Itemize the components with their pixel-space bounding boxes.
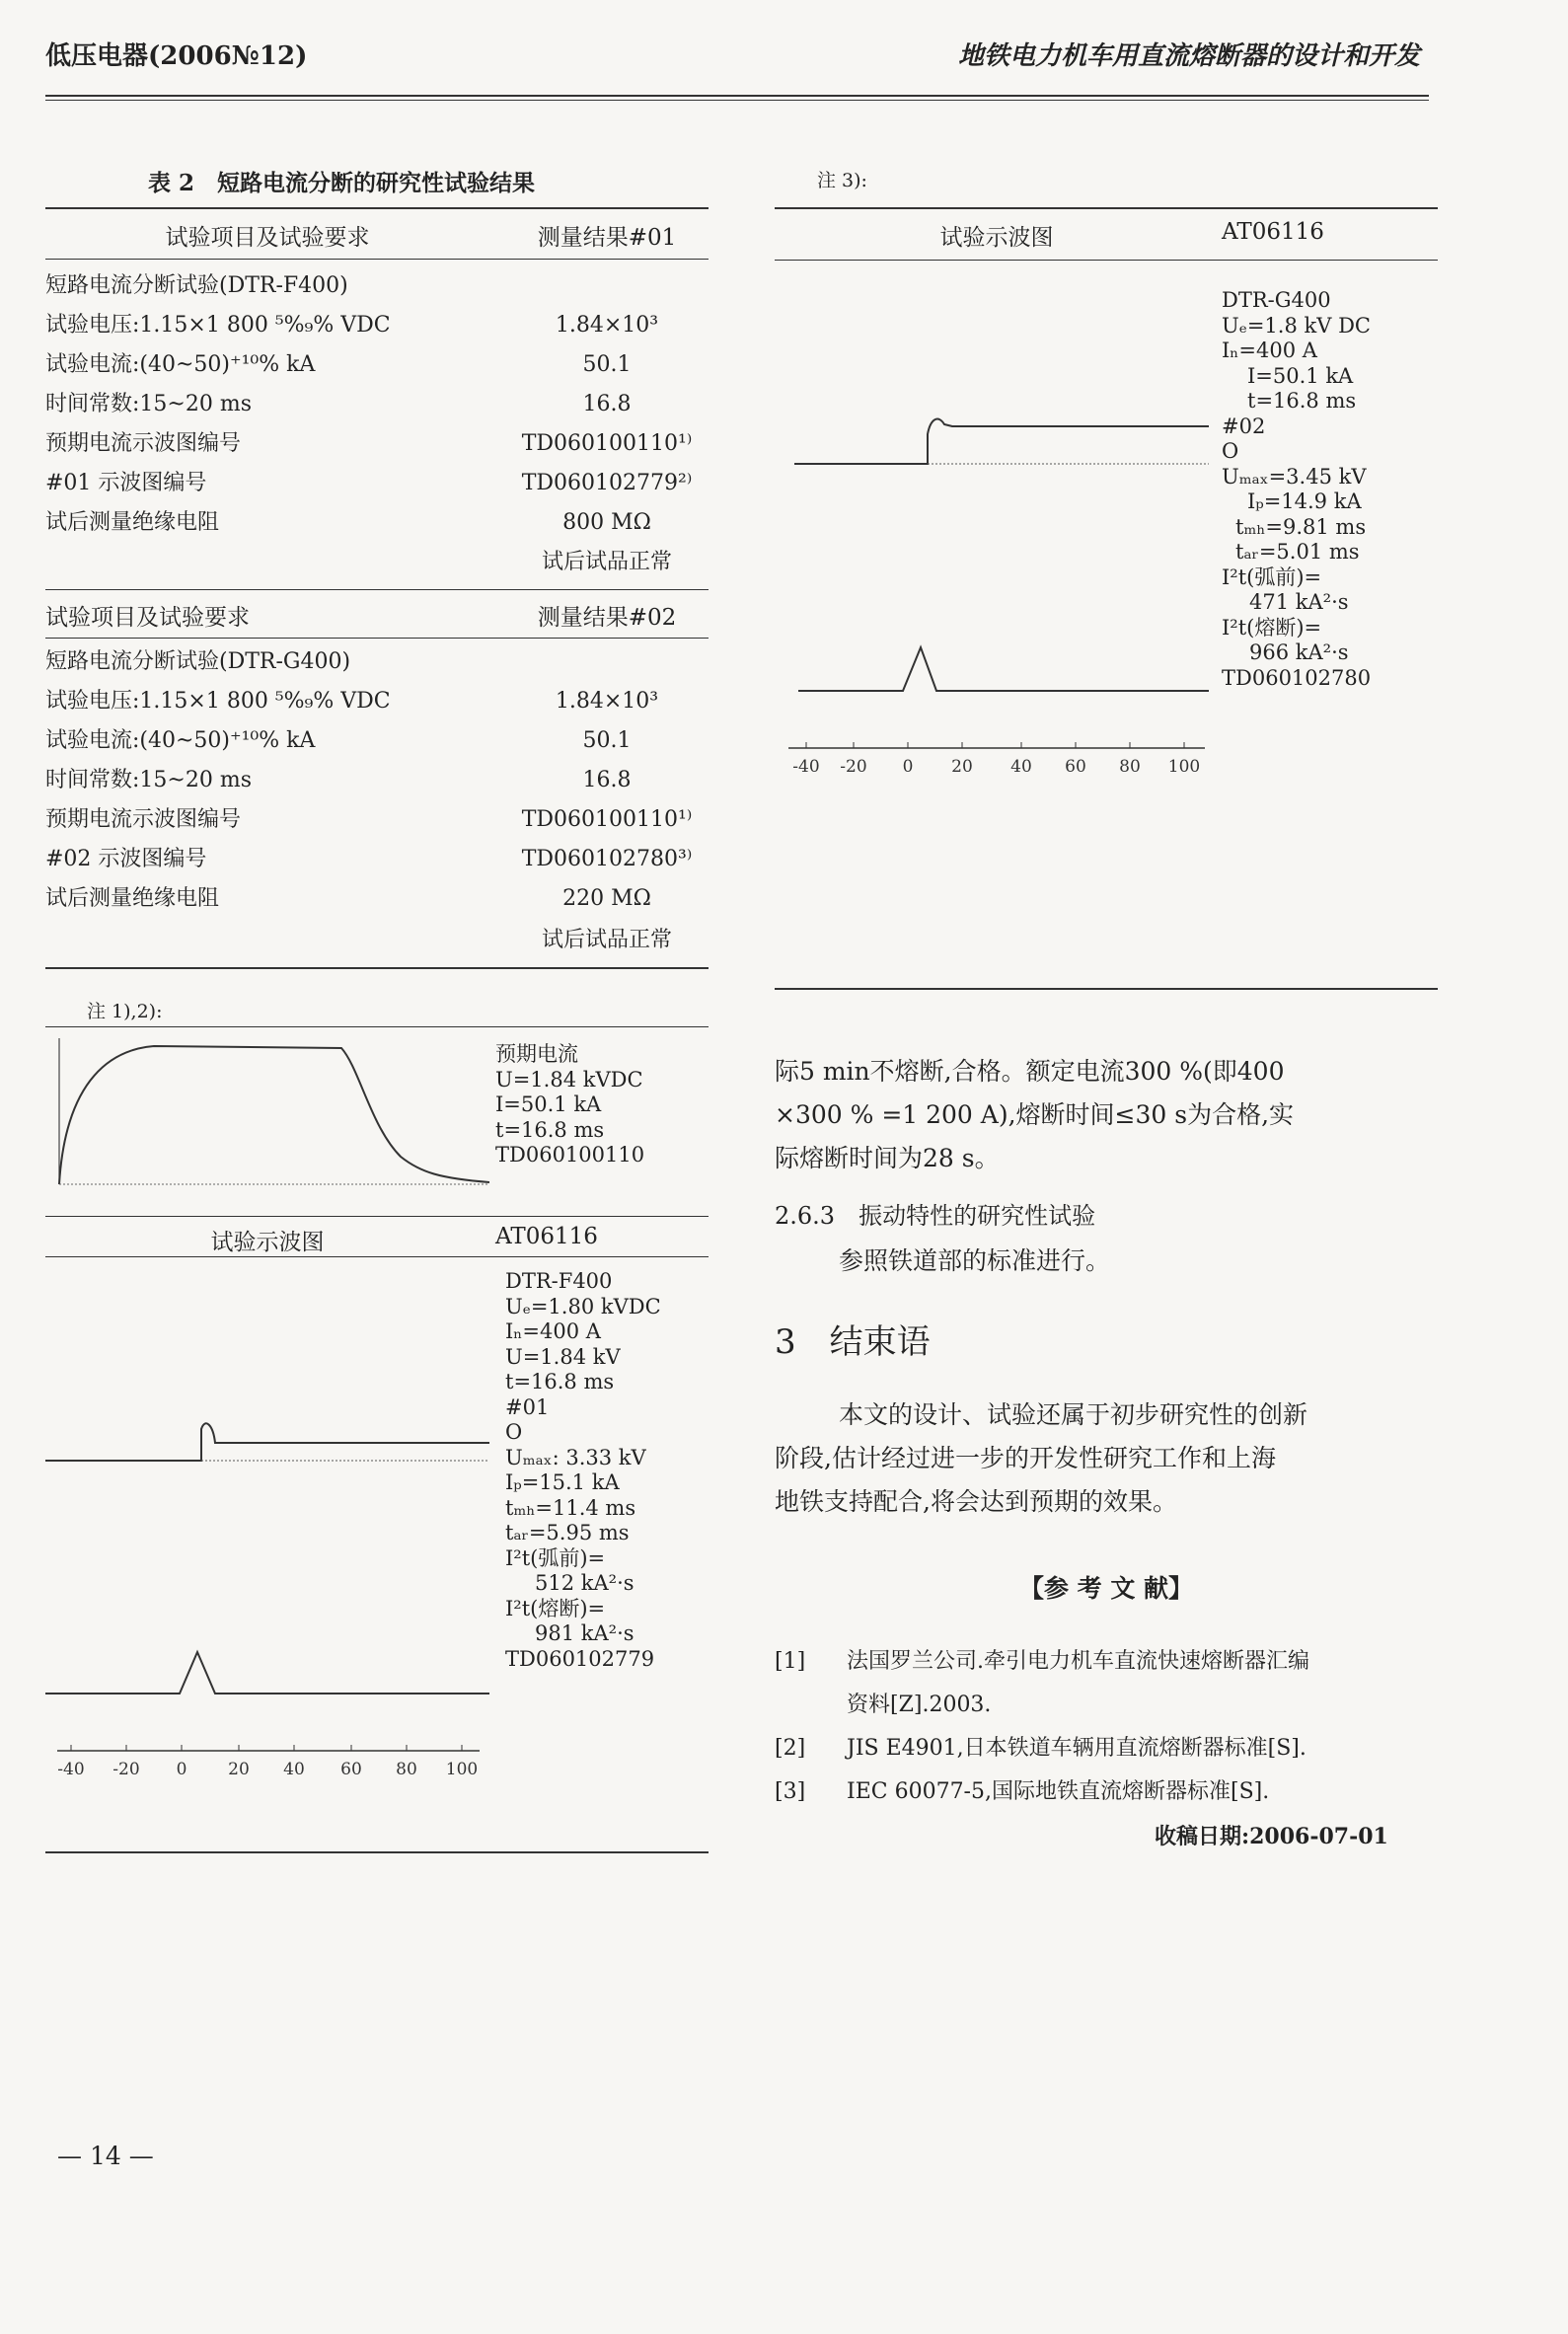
reference-text: IEC 60077-5,国际地铁直流熔断器标准[S]. — [847, 1779, 1270, 1804]
table-header-rule — [45, 259, 709, 260]
label-line: tₘₕ=9.81 ms — [1235, 514, 1367, 539]
section-2-6-3-text: 参照铁道部的标准进行。 — [839, 1246, 1111, 1275]
oscillogram-02-labels — [1222, 288, 1371, 691]
label-line: I=50.1 kA — [1247, 363, 1354, 388]
label-line: 471 kA²·s — [1249, 590, 1349, 614]
reference-number: [1] — [775, 1649, 806, 1674]
time-axis-ticks — [806, 742, 1184, 748]
osc-header-rule-bottom — [45, 1256, 709, 1257]
table-row-value: TD060100110¹⁾ — [521, 431, 693, 456]
label-line: 512 kA²·s — [535, 1571, 635, 1595]
reference-text: 资料[Z].2003. — [847, 1693, 992, 1717]
reference-text: 法国罗兰公司.牵引电力机车直流快速熔断器汇编 — [847, 1649, 1309, 1674]
table-row-value: 16.8 — [582, 392, 632, 416]
label-line: TD060100110 — [495, 1143, 645, 1167]
table-col-item-header-2: 试验项目及试验要求 — [45, 605, 250, 631]
label-line: t=16.8 ms — [1247, 389, 1357, 413]
note-1-2: 注 1),2): — [87, 1001, 163, 1022]
tick-label: 80 — [1119, 757, 1141, 777]
tick-label: 80 — [396, 1760, 417, 1779]
label-line: Iₙ=400 A — [1222, 339, 1317, 362]
body-paragraph-2 — [775, 1393, 1438, 1524]
table-col-item-header: 试验项目及试验要求 — [165, 225, 370, 251]
label-line: I²t(熔断)= — [505, 1596, 606, 1620]
table-row-item: #01 示波图编号 — [45, 471, 207, 495]
label-line: DTR-G400 — [1222, 288, 1331, 312]
table-row-value: 1.84×10³ — [555, 313, 659, 338]
osc02-header-right: AT06116 — [1222, 219, 1324, 245]
table-row-item: #02 示波图编号 — [45, 847, 207, 871]
current-trace — [45, 1652, 489, 1694]
osc02-bottom-rule — [775, 988, 1438, 990]
tick-label: 20 — [951, 757, 973, 777]
label-line: O — [505, 1420, 523, 1444]
received-date: 收稿日期:2006-07-01 — [1155, 1824, 1388, 1849]
label-line: Uₑ=1.8 kV DC — [1222, 313, 1371, 338]
tick-label: -20 — [112, 1760, 140, 1779]
label-line: I²t(弧前)= — [1222, 565, 1322, 589]
table-col-result-header: 测量结果#01 — [537, 225, 677, 251]
table-row-value: 1.84×10³ — [555, 689, 659, 714]
label-line: t=16.8 ms — [495, 1117, 605, 1142]
tick-label: 60 — [1065, 757, 1086, 777]
label-line: tₘₕ=11.4 ms — [505, 1495, 636, 1520]
label-line: TD060102780 — [1222, 665, 1372, 690]
article-running-title: 地铁电力机车用直流熔断器的设计和开发 — [957, 41, 1420, 71]
tick-label: 0 — [176, 1760, 187, 1779]
tick-label: 60 — [340, 1760, 362, 1779]
reference-number: [3] — [775, 1779, 806, 1804]
current-trace — [798, 647, 1209, 691]
label-line: Iₚ=15.1 kA — [505, 1470, 620, 1494]
osc02-top-rule — [775, 207, 1438, 209]
label-line: U=1.84 kV — [505, 1344, 621, 1369]
note-rule — [45, 1026, 709, 1027]
tick-label: 100 — [445, 1760, 479, 1779]
table-row-item: 短路电流分断试验(DTR-G400) — [45, 649, 351, 674]
table-row-value: TD060102780³⁾ — [521, 847, 693, 871]
oscillogram-01 — [45, 1382, 489, 1796]
table-bottom-rule — [45, 967, 709, 969]
oscillogram-02 — [775, 375, 1219, 790]
table-row-value: 试后试品正常 — [541, 928, 672, 952]
table-row-item: 时间常数:15~20 ms — [45, 392, 252, 416]
table-row-item: 试验电流:(40~50)⁺¹⁰% kA — [45, 728, 316, 753]
label-line: Iₙ=400 A — [505, 1319, 601, 1343]
label-line: 966 kA²·s — [1249, 640, 1349, 664]
text-line: 际熔断时间为28 s。 — [775, 1144, 1000, 1172]
label-line: 981 kA²·s — [535, 1621, 635, 1645]
table-row-item: 试后测量绝缘电阻 — [45, 886, 220, 911]
osc-header-rule-top — [45, 1216, 709, 1217]
label-line: Uₑ=1.80 kVDC — [505, 1294, 661, 1318]
table-row-value: 800 MΩ — [562, 510, 651, 535]
table-row-item: 预期电流示波图编号 — [45, 431, 242, 456]
label-line: O — [1222, 439, 1239, 463]
section-2-6-3-heading: 2.6.3 振动特性的研究性试验 — [775, 1202, 1096, 1230]
table-row-value: TD060102779²⁾ — [521, 471, 693, 495]
osc01-bottom-rule — [45, 1851, 709, 1853]
note-3: 注 3): — [817, 170, 867, 191]
references-heading: 【参 考 文 献】 — [1018, 1574, 1194, 1603]
tick-label: 40 — [283, 1760, 305, 1779]
voltage-trace — [45, 1423, 489, 1461]
tick-label: 0 — [902, 757, 914, 777]
header-rule-thin — [45, 100, 1429, 101]
label-line: U=1.84 kVDC — [495, 1067, 643, 1092]
table-row-value: 16.8 — [582, 768, 632, 792]
text-line: 地铁支持配合,将会达到预期的效果。 — [775, 1487, 1177, 1516]
tick-label: -40 — [792, 757, 820, 777]
prospective-current-labels — [495, 1042, 644, 1168]
time-axis-ticks — [71, 1745, 462, 1751]
text-line: 本文的设计、试验还属于初步研究性的创新 — [839, 1400, 1308, 1429]
reference-text: JIS E4901,日本铁道车辆用直流熔断器标准[S]. — [847, 1736, 1307, 1761]
label-line: I=50.1 kA — [495, 1092, 602, 1116]
text-line: ×300 % =1 200 A),熔断时间≤30 s为合格,实 — [775, 1100, 1295, 1129]
table-row-item: 短路电流分断试验(DTR-F400) — [45, 273, 348, 298]
tick-label: 100 — [1167, 757, 1201, 777]
text-line: 际5 min不熔断,合格。额定电流300 %(即400 — [775, 1057, 1285, 1086]
label-line: TD060102779 — [505, 1646, 655, 1671]
page-number: — 14 — — [57, 2142, 154, 2170]
table-row-item: 预期电流示波图编号 — [45, 807, 242, 832]
table-row-item: 试验电压:1.15×1 800 ⁵%₉% VDC — [45, 313, 391, 338]
osc02-header-left: 试验示波图 — [939, 225, 1054, 251]
table-section-header-rule — [45, 638, 709, 639]
voltage-trace — [794, 419, 1209, 464]
label-line: tₐᵣ=5.01 ms — [1235, 540, 1360, 564]
table-row-value: 50.1 — [582, 352, 632, 377]
osc02-header-rule — [775, 260, 1438, 261]
label-line: I²t(熔断)= — [1222, 615, 1322, 640]
label-line: 预期电流 — [495, 1042, 578, 1066]
table-row-item: 试验电压:1.15×1 800 ⁵%₉% VDC — [45, 689, 391, 714]
section-3-heading: 3 结束语 — [775, 1322, 931, 1362]
text-line: 阶段,估计经过进一步的开发性研究工作和上海 — [775, 1444, 1276, 1472]
tick-label: -40 — [57, 1760, 85, 1779]
label-line: Uₘₐₓ=3.45 kV — [1222, 464, 1367, 489]
table-row-item: 试验电流:(40~50)⁺¹⁰% kA — [45, 352, 316, 377]
label-line: #02 — [1222, 414, 1266, 438]
tick-label: 20 — [228, 1760, 250, 1779]
table-section-rule — [45, 589, 709, 590]
table-top-rule — [45, 207, 709, 209]
label-line: Iₚ=14.9 kA — [1247, 489, 1362, 513]
table-caption: 表 2 短路电流分断的研究性试验结果 — [148, 170, 536, 196]
tick-label: 40 — [1010, 757, 1032, 777]
table-row-value: 50.1 — [582, 728, 632, 753]
journal-header: 低压电器(2006№12) — [45, 41, 308, 71]
label-line: t=16.8 ms — [505, 1370, 615, 1393]
osc-header-left: 试验示波图 — [210, 1230, 325, 1255]
reference-number: [2] — [775, 1736, 806, 1761]
osc-header-right: AT06116 — [495, 1224, 598, 1249]
label-line: I²t(弧前)= — [505, 1545, 606, 1570]
header-rule — [45, 95, 1429, 97]
table-row-item: 时间常数:15~20 ms — [45, 768, 252, 792]
table-row-item: 试后测量绝缘电阻 — [45, 510, 220, 535]
table-row-value: TD060100110¹⁾ — [521, 807, 693, 832]
label-line: tₐᵣ=5.95 ms — [505, 1521, 630, 1544]
label-line: DTR-F400 — [505, 1269, 613, 1293]
label-line: Uₘₐₓ: 3.33 kV — [505, 1445, 646, 1469]
table-col-result-header-2: 测量结果#02 — [537, 605, 677, 631]
table-row-value: 220 MΩ — [562, 886, 651, 911]
body-paragraph-1 — [775, 1050, 1438, 1180]
tick-label: -20 — [840, 757, 867, 777]
prospective-current-trace — [59, 1046, 489, 1184]
label-line: #01 — [505, 1394, 550, 1419]
oscillogram-01-labels — [505, 1269, 661, 1672]
table-row-value: 试后试品正常 — [541, 550, 672, 574]
prospective-current-waveform — [45, 1028, 489, 1186]
